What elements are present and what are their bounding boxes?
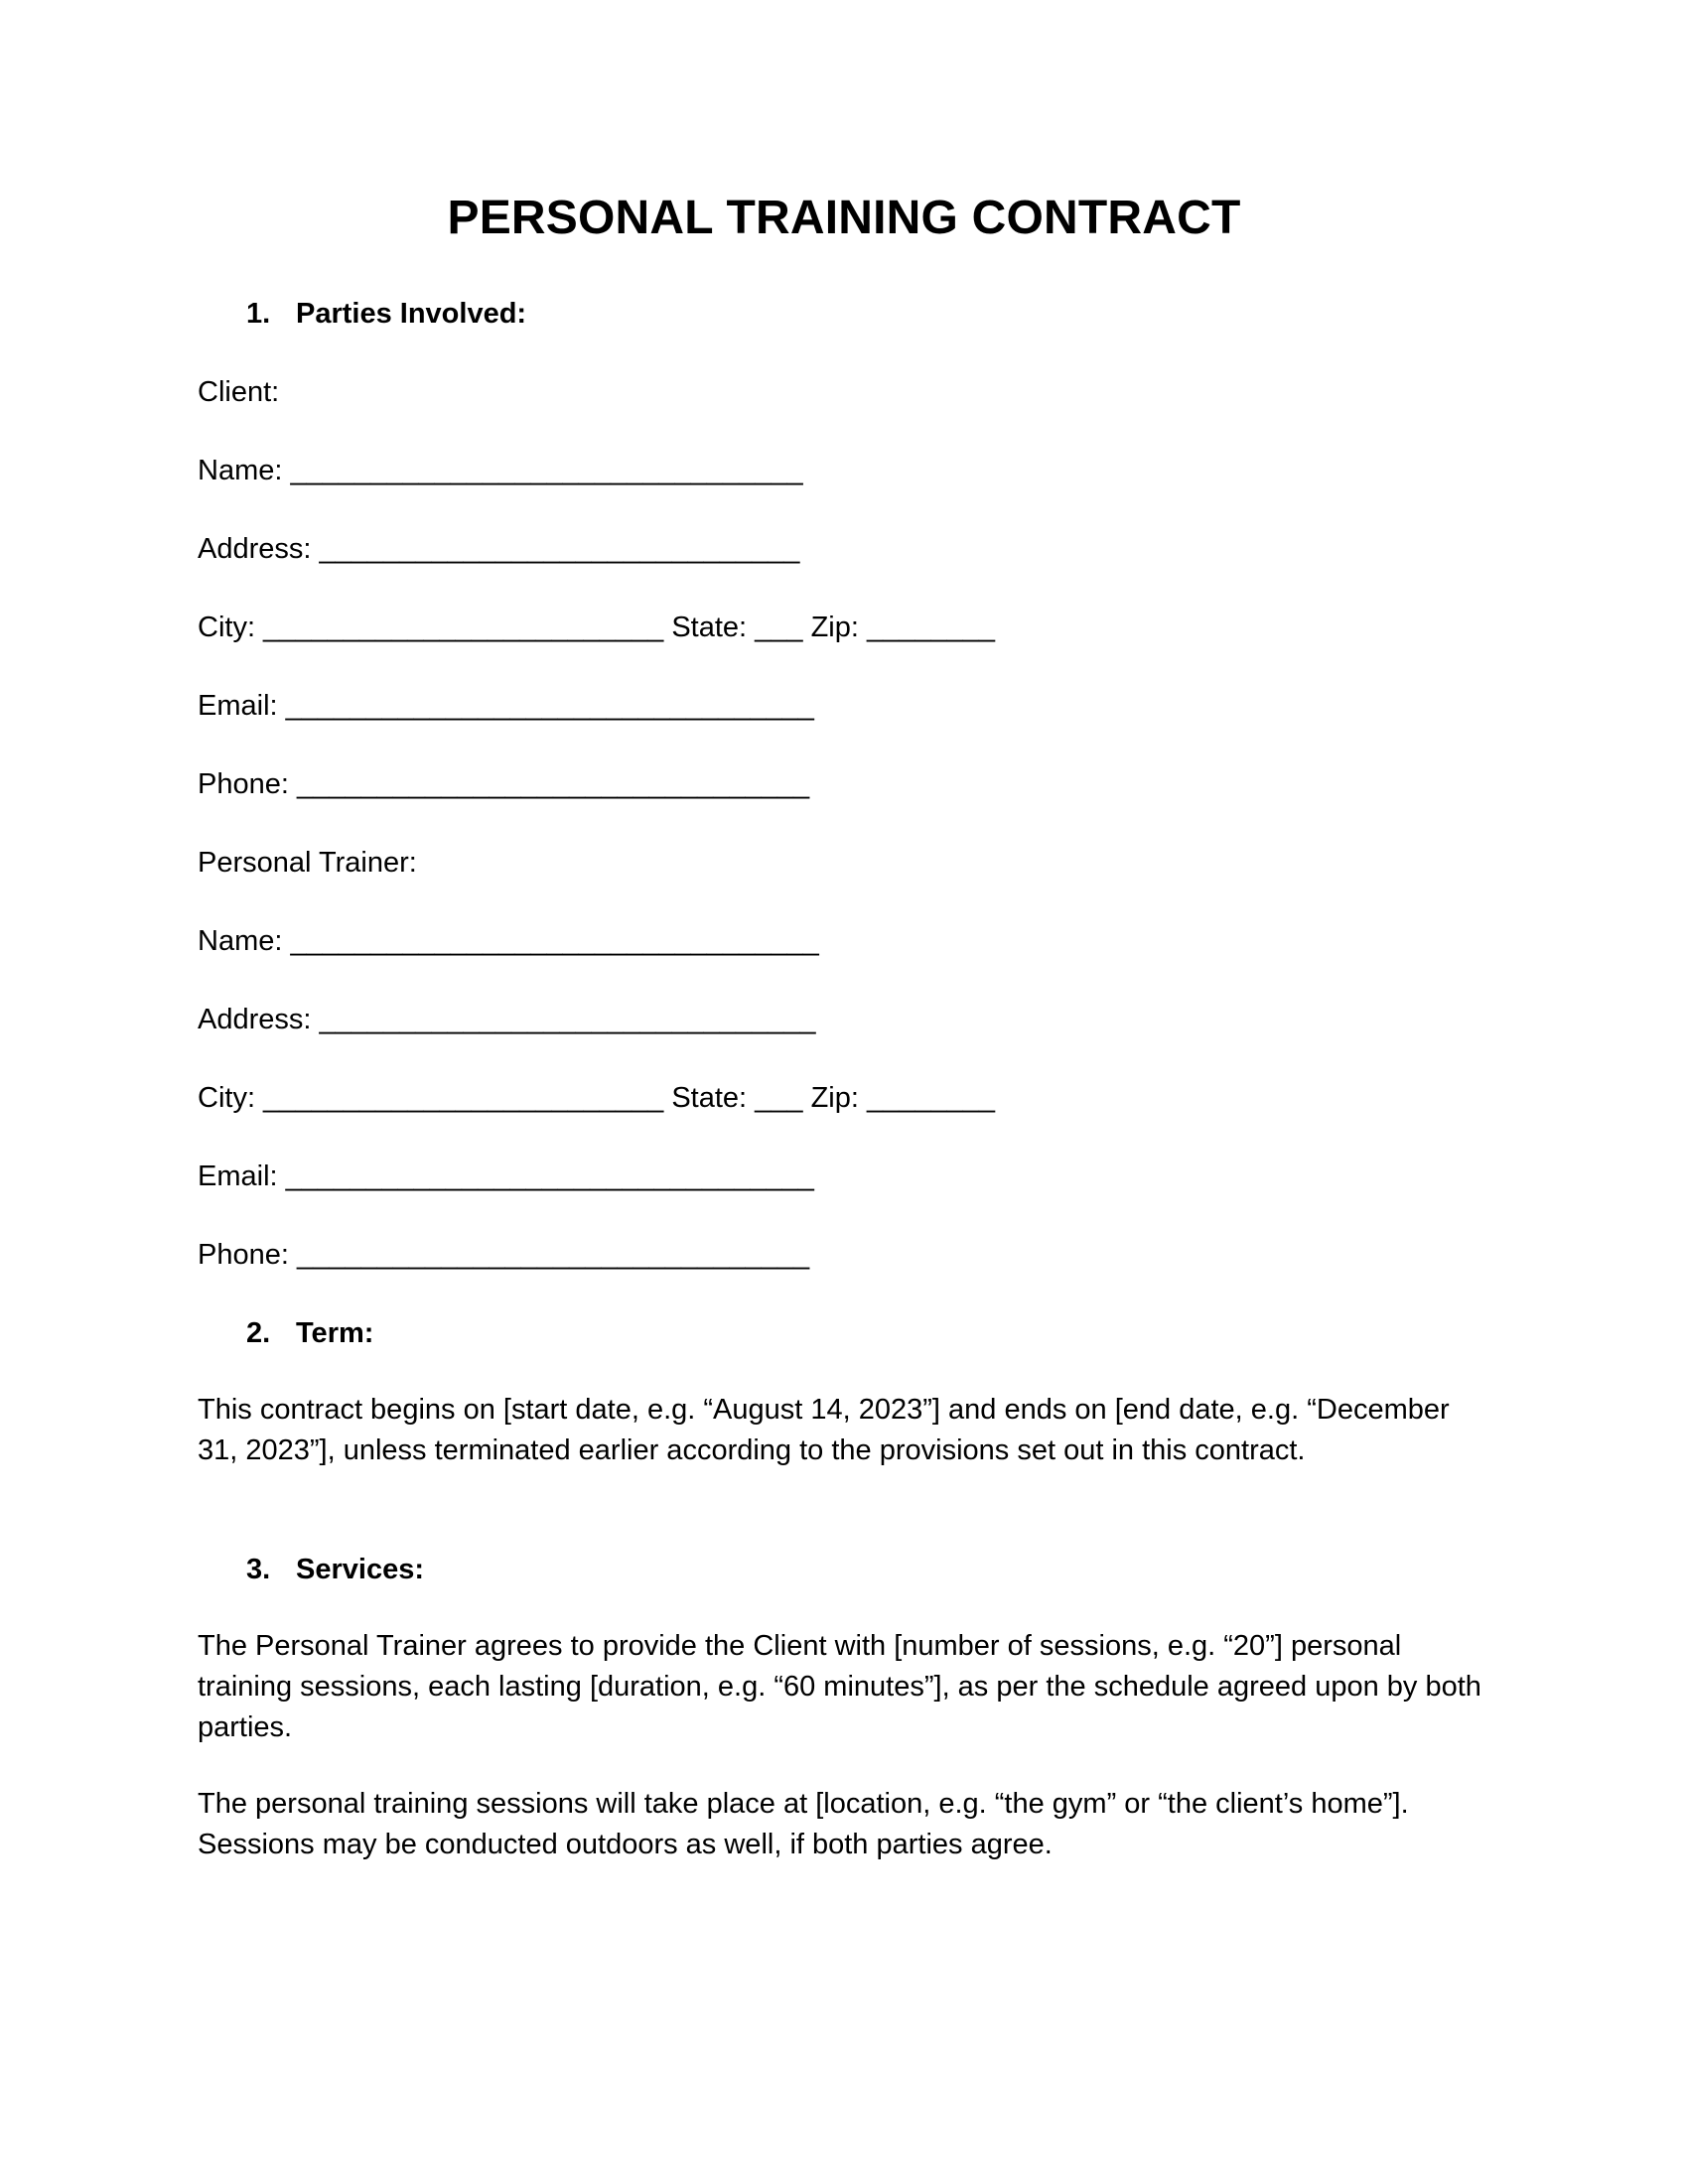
client-address-field: Address: ______________________________ xyxy=(198,533,800,565)
section-title: Parties Involved: xyxy=(296,298,527,330)
trainer-address-field: Address: _______________________________ xyxy=(198,1004,816,1035)
section-heading-services xyxy=(246,1552,424,1587)
client-name-field: Name: ________________________________ xyxy=(198,455,803,486)
client-label: Client: xyxy=(198,376,280,408)
section-title: Term: xyxy=(296,1317,374,1349)
trainer-name-field: Name: _________________________________ xyxy=(198,925,819,957)
client-phone-field: Phone: ________________________________ xyxy=(198,768,810,800)
document-title: PERSONAL TRAINING CONTRACT xyxy=(447,192,1241,244)
section-number: 3. xyxy=(246,1554,271,1585)
trainer-city-state-zip-field: City: _________________________ State: ___ Zip: ________ xyxy=(198,1082,996,1114)
services-paragraph-2: The personal training sessions will take place at [location, e.g. “the gym” or “the client’s home”]. Sessions may be conducted outdoors as well, if both parties agree. xyxy=(198,1788,1409,1860)
services-paragraph-1: The Personal Trainer agrees to provide the Client with [number of sessions, e.g. “20”] personal training sessions, each lasting [duration, e.g. “60 minutes”], as per the schedule agreed upon by both parties. xyxy=(198,1630,1481,1743)
client-email-field: Email: _________________________________ xyxy=(198,690,814,722)
trainer-label: Personal Trainer: xyxy=(198,847,417,879)
section-heading-term xyxy=(246,1315,373,1351)
section-title: Services: xyxy=(296,1554,424,1585)
client-city-state-zip-field: City: _________________________ State: ___ Zip: ________ xyxy=(198,612,996,643)
section-heading-parties xyxy=(246,296,526,332)
trainer-phone-field: Phone: ________________________________ xyxy=(198,1239,810,1271)
section-number: 1. xyxy=(246,298,271,330)
section-number: 2. xyxy=(246,1317,271,1349)
trainer-email-field: Email: _________________________________ xyxy=(198,1160,814,1192)
term-paragraph: This contract begins on [start date, e.g. “August 14, 2023”] and ends on [end date, e.g. “December 31, 2023”], unless terminated earlier according to the provisions set out in this contract. xyxy=(198,1394,1450,1466)
